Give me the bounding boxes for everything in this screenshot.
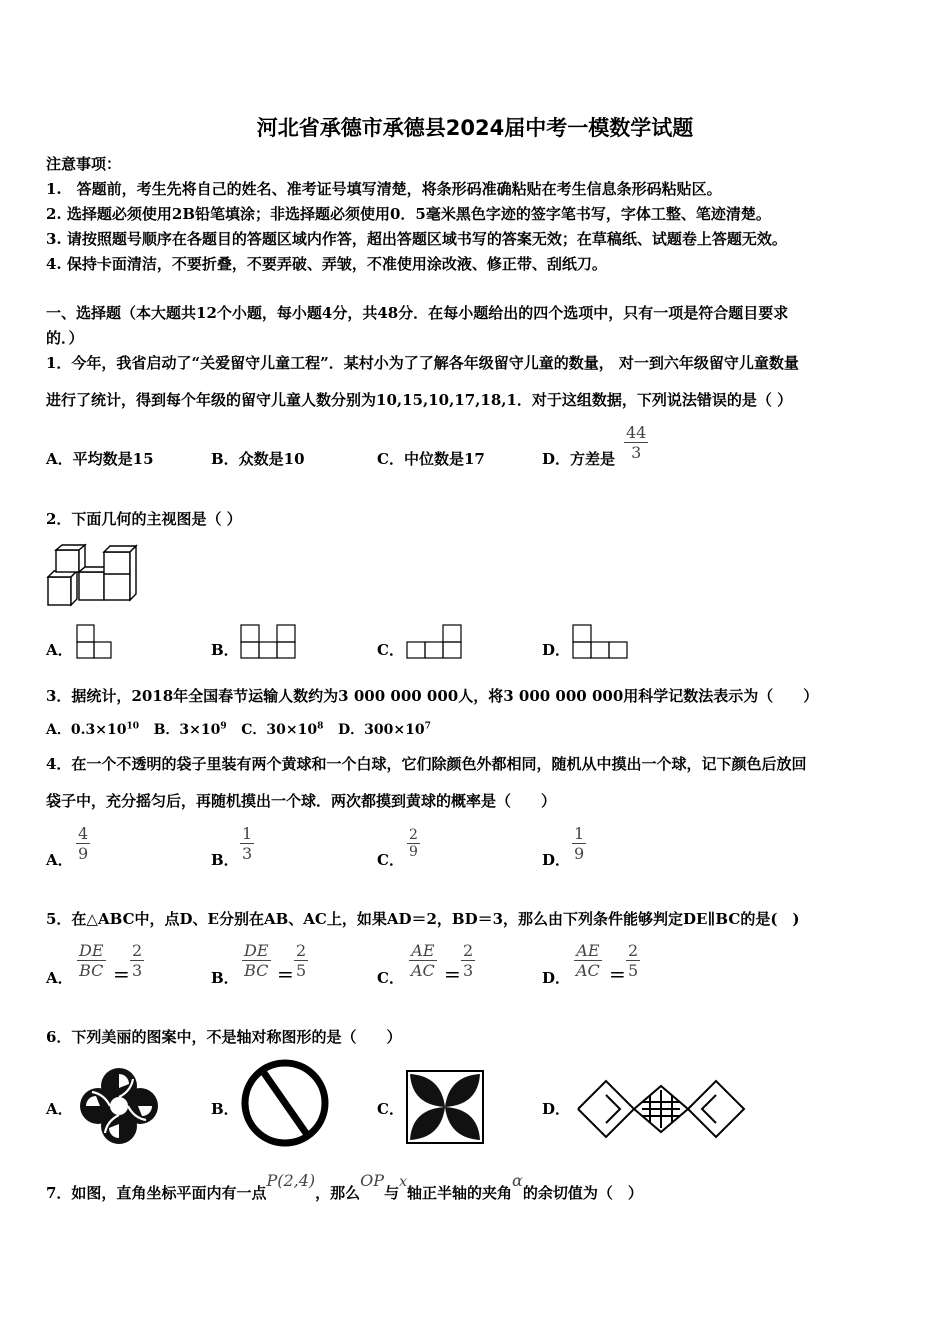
q7-axis-x: x	[399, 1174, 407, 1190]
section-heading-cont: 的．）	[46, 329, 84, 347]
fraction-numerator: AE	[576, 941, 600, 960]
q5-option-c-left-fraction	[409, 941, 437, 980]
q5-option-c: C．	[377, 969, 404, 987]
q5-option-d-right-fraction	[626, 941, 640, 980]
q6-stem: 6．下列美丽的图案中，不是轴对称图形的是（ ）	[46, 1028, 402, 1046]
fraction-numerator: 44	[626, 423, 647, 442]
fraction-denominator: 3	[132, 961, 143, 980]
q4-option-c-fraction	[407, 827, 420, 860]
q2-option-a: A．	[46, 641, 73, 659]
fraction-numerator: AE	[411, 941, 435, 960]
notice-item: 4. 保持卡面清洁，不要折叠，不要弄破、弄皱，不准使用涂改液、修正带、刮纸刀。	[46, 255, 607, 273]
q4-option-b-fraction	[240, 824, 254, 863]
fraction-numerator: 2	[132, 941, 143, 960]
q1-option-a: A．平均数是15	[46, 450, 154, 468]
q6-option-b: B．	[211, 1100, 239, 1118]
q6-option-d-pattern	[576, 1078, 746, 1140]
q5-option-a: A．	[46, 969, 73, 987]
q7-text-2: ，那么	[315, 1184, 361, 1202]
q6-option-d: D．	[542, 1100, 571, 1118]
q5-option-b-equals: =	[277, 962, 294, 986]
q1-stem: 1．今年，我省启动了“关爱留守儿童工程”．某村小为了了解各年级留守儿童的数量， 对一到六年级留守儿童数量	[46, 354, 799, 372]
fraction-denominator: 3	[242, 844, 253, 863]
q3-option-a-exponent: 10	[126, 721, 139, 732]
q4-option-b: B．	[211, 851, 239, 869]
fraction-denominator: 5	[296, 961, 307, 980]
q5-stem: 5．在△ABC中，点D、E分别在AB、AC上，如果AD＝2，BD＝3，那么由下列条件能够判定DE∥BC的是( )	[46, 910, 800, 928]
q2-option-d-figure	[572, 624, 628, 660]
fraction-denominator: 9	[78, 844, 89, 863]
notice-item: 3. 请按照题号顺序在各题目的答题区域内作答，超出答题区域书写的答案无效；在草稿纸、试题卷上答题无效。	[46, 230, 787, 248]
q4-option-c: C．	[377, 851, 404, 869]
q6-option-a-pattern	[78, 1066, 160, 1146]
q1-option-d-fraction	[624, 423, 648, 462]
fraction-denominator: AC	[576, 961, 600, 980]
fraction-numerator: 4	[78, 824, 89, 843]
q2-solid-figure	[46, 544, 140, 608]
q3-options	[46, 719, 431, 739]
q1-stem-cont: 进行了统计，得到每个年级的留守儿童人数分别为10,15,10,17,18,1．对于这组数据，下列说法错误的是（ ）	[46, 391, 793, 409]
q2-option-b-figure	[240, 624, 296, 660]
q4-option-d-fraction	[572, 824, 586, 863]
fraction-numerator: 2	[296, 941, 307, 960]
section-heading: 一、选择题（本大题共12个小题，每小题4分，共48分．在每小题给出的四个选项中，只有一项是符合题目要求	[46, 304, 789, 322]
q4-option-a-fraction	[76, 824, 90, 863]
q5-option-a-right-fraction	[130, 941, 144, 980]
q3-option-b: B．3×10	[153, 722, 221, 738]
q2-stem: 2．下面几何的主视图是（ ）	[46, 510, 242, 528]
q4-option-d: D．	[542, 851, 571, 869]
q4-stem-cont: 袋子中，充分摇匀后，再随机摸出一个球．两次都摸到黄球的概率是（ ）	[46, 792, 557, 810]
q6-option-a: A．	[46, 1100, 73, 1118]
q5-option-a-equals: =	[113, 962, 130, 986]
q3-option-d-exponent: 7	[424, 721, 431, 732]
fraction-denominator: BC	[242, 960, 271, 980]
q2-option-c-figure	[406, 624, 462, 660]
q5-option-a-left-fraction	[77, 941, 106, 980]
q5-option-c-equals: =	[444, 962, 461, 986]
fraction-numerator: DE	[244, 941, 269, 960]
q2-option-b: B．	[211, 641, 239, 659]
q7-segment-op: OP	[360, 1171, 385, 1190]
q7-text-3: 与	[384, 1184, 400, 1202]
q6-option-c-pattern	[406, 1070, 484, 1144]
q3-stem: 3．据统计，2018年全国春节运输人数约为3 000 000 000人，将3 000 000 000用科学记数法表示为（ ）	[46, 687, 819, 705]
fraction-numerator: 2	[628, 941, 639, 960]
q2-option-d: D．	[542, 641, 571, 659]
q2-option-c: C．	[377, 641, 404, 659]
q5-option-b-left-fraction	[242, 941, 271, 980]
q3-option-c-exponent: 8	[317, 721, 324, 732]
q1-option-b: B．众数是10	[211, 450, 305, 468]
q5-option-d: D．	[542, 969, 571, 987]
q7-stem	[46, 1171, 643, 1203]
fraction-denominator: 5	[628, 961, 639, 980]
q6-option-b-pattern	[240, 1058, 330, 1148]
q5-option-d-equals: =	[609, 962, 626, 986]
q7-point-p: P(2,4)	[266, 1171, 316, 1190]
q5-option-c-right-fraction	[461, 941, 475, 980]
q1-option-c: C．中位数是17	[377, 450, 485, 468]
q3-option-b-exponent: 9	[220, 721, 227, 732]
fraction-denominator: 3	[463, 961, 474, 980]
q5-option-d-left-fraction	[574, 941, 602, 980]
fraction-denominator: BC	[77, 960, 106, 980]
notice-item: 1. 答题前，考生先将自己的姓名、准考证号填写清楚，将条形码准确粘贴在考生信息条形码粘贴区。	[46, 180, 722, 198]
fraction-denominator: 9	[574, 844, 585, 863]
q7-text-1: 7．如图，直角坐标平面内有一点	[46, 1184, 267, 1202]
q3-option-c: C．30×10	[241, 722, 318, 738]
q7-text-4: 轴正半轴的夹角	[406, 1184, 512, 1202]
fraction-numerator: 2	[409, 827, 418, 843]
q3-option-a: A．0.3×10	[46, 722, 127, 738]
page-title: 河北省承德市承德县2024届中考一模数学试题	[256, 116, 694, 140]
q3-option-d: D．300×10	[338, 722, 425, 738]
fraction-numerator: 1	[574, 824, 585, 843]
q4-stem: 4．在一个不透明的袋子里装有两个黄球和一个白球，它们除颜色外都相同，随机从中摸出一个球，记下颜色后放回	[46, 755, 807, 773]
fraction-denominator: AC	[411, 961, 435, 980]
fraction-numerator: 2	[463, 941, 474, 960]
q7-text-5: 的余切值为（ ）	[522, 1184, 643, 1202]
q5-option-b: B．	[211, 969, 239, 987]
q2-option-a-figure	[76, 624, 112, 660]
q6-option-c: C．	[377, 1100, 404, 1118]
notice-item: 2. 选择题必须使用2B铅笔填涂；非选择题必须使用0．5毫米黑色字迹的签字笔书写，字体工整、笔迹清楚。	[46, 205, 771, 223]
q1-option-d: D．方差是	[542, 450, 616, 468]
q4-option-a: A．	[46, 851, 73, 869]
fraction-numerator: DE	[79, 941, 104, 960]
fraction-numerator: 1	[242, 824, 253, 843]
q7-angle-alpha: α	[512, 1171, 523, 1190]
fraction-denominator: 3	[624, 442, 648, 462]
q5-option-b-right-fraction	[294, 941, 308, 980]
fraction-denominator: 9	[409, 844, 418, 860]
notice-heading: 注意事项：	[46, 155, 122, 173]
